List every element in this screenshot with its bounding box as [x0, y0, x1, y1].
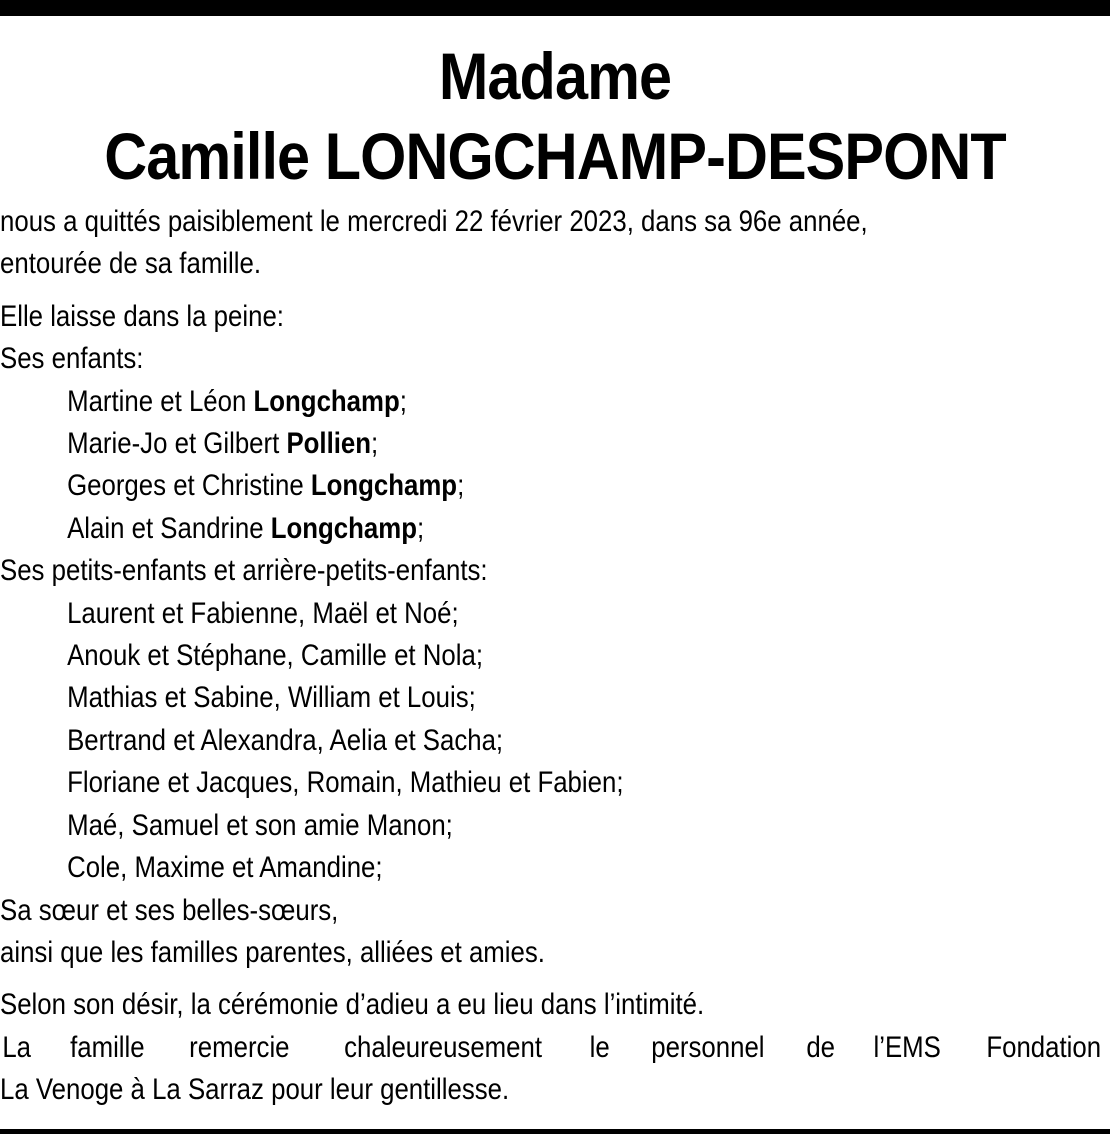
thanks-word: chaleureusement: [343, 1030, 542, 1064]
announcement-body: [0, 201, 1110, 1112]
thanks-word: l’EMS: [873, 1030, 941, 1064]
top-border-rule: [0, 0, 1110, 16]
thanks-word: famille: [69, 1030, 145, 1064]
child-entry: Martine et Léon Longchamp;: [67, 384, 407, 418]
grandchild-entry: Bertrand et Alexandra, Aelia et Sacha;: [67, 723, 504, 757]
grandchild-entry: Laurent et Fabienne, Maël et Noé;: [67, 596, 459, 630]
child-surname: Longchamp: [310, 469, 458, 503]
thanks-word: Fondation: [985, 1030, 1101, 1064]
bottom-border-rule: [0, 1129, 1110, 1134]
grandchild-entry: Maé, Samuel et son amie Manon;: [67, 808, 453, 842]
children-heading: Ses enfants:: [0, 342, 144, 376]
ceremony-line: Selon son désir, la cérémonie d’adieu a eu lieu dans l’intimité.: [0, 988, 705, 1022]
grandchild-entry: Cole, Maxime et Amandine;: [67, 851, 383, 885]
grandchildren-heading: Ses petits-enfants et arrière-petits-enfants:: [0, 554, 488, 588]
title-honorific: Madame: [438, 39, 672, 113]
intro-line-2: entourée de sa famille.: [0, 247, 262, 281]
child-entry: Marie-Jo et Gilbert Pollien;: [67, 427, 379, 461]
grandchild-entry: Mathias et Sabine, William et Louis;: [67, 681, 476, 715]
thanks-word: personnel: [651, 1030, 765, 1064]
child-surname: Longchamp: [270, 511, 417, 545]
child-entry: Alain et Sandrine Longchamp;: [67, 511, 425, 545]
intro-line-1: nous a quittés paisiblement le mercredi 22 février 2023, dans sa 96e année,: [0, 205, 868, 238]
thanks-word: de: [806, 1030, 836, 1064]
thanks-line-2: La Venoge à La Sarraz pour leur gentillesse.: [0, 1073, 510, 1107]
mourners-lead: Elle laisse dans la peine:: [0, 299, 284, 333]
families-line: ainsi que les familles parentes, alliées et amies.: [0, 935, 545, 969]
title-deceased-name: Camille LONGCHAMP-DESPONT: [104, 119, 1006, 193]
thanks-line-1: [0, 1027, 1110, 1069]
child-entry: Georges et Christine Longchamp;: [67, 469, 465, 503]
child-surname: Longchamp: [253, 384, 400, 418]
thanks-word: le: [589, 1030, 611, 1064]
thanks-word: La: [2, 1030, 32, 1064]
grandchild-entry: Anouk et Stéphane, Camille et Nola;: [67, 639, 483, 673]
child-surname: Pollien: [286, 427, 372, 461]
siblings-line: Sa sœur et ses belles-sœurs,: [0, 893, 339, 927]
grandchild-entry: Floriane et Jacques, Romain, Mathieu et Fabien;: [67, 766, 624, 800]
thanks-word: remercie: [188, 1030, 290, 1064]
